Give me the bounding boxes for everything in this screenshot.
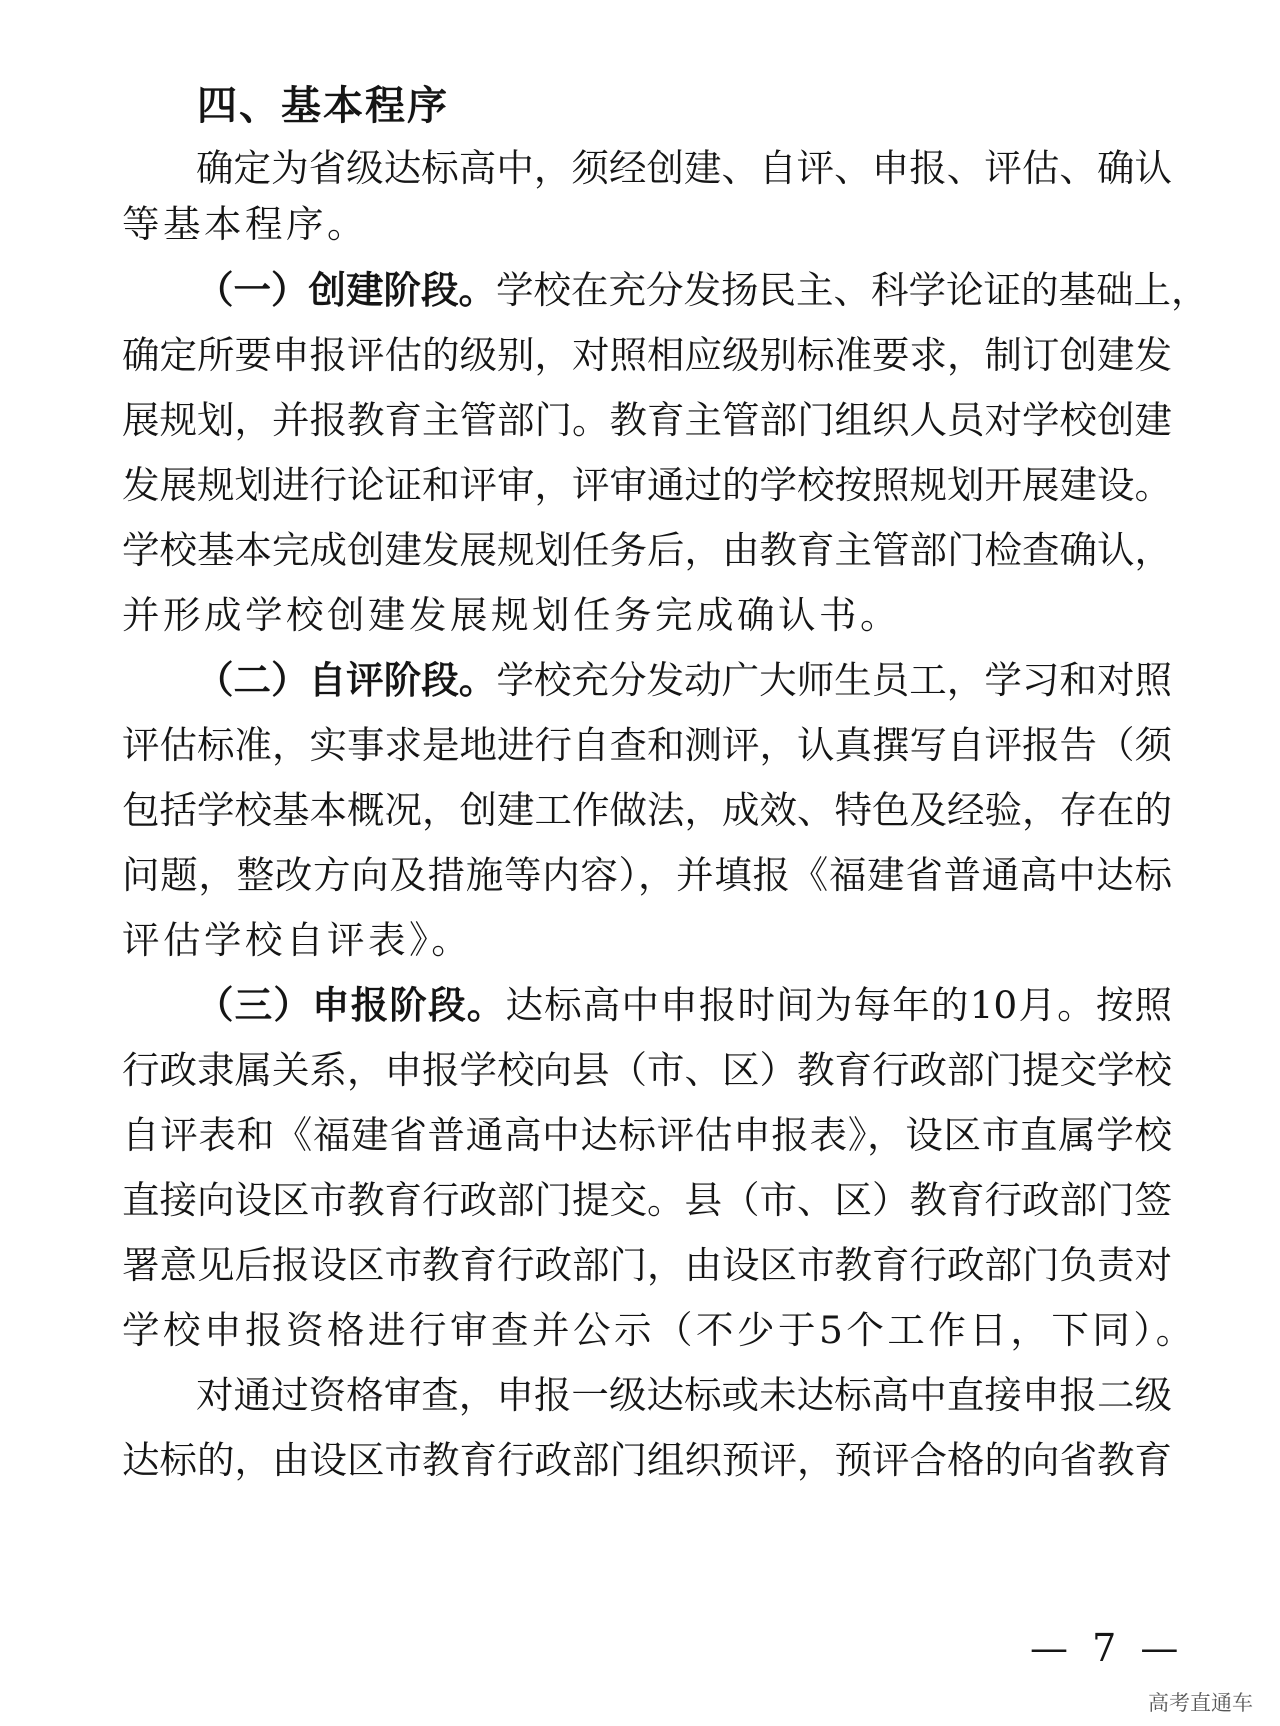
section3-line-1 <box>196 977 1172 1033</box>
section4-line-2: 达标的，由设区市教育行政部门组织预评，预评合格的向省教育 <box>122 1438 1172 1482</box>
section1-line-2: 确定所要申报评估的级别，对照相应级别标准要求，制订创建发 <box>122 333 1172 377</box>
section2-line-2: 评估标准，实事求是地进行自查和测评，认真撰写自评报告（须 <box>122 723 1172 767</box>
section1-line-1 <box>196 262 1209 318</box>
section4-line-1: 对通过资格审查，申报一级达标或未达标高中直接申报二级 <box>196 1373 1172 1417</box>
section2-line-3: 包括学校基本概况，创建工作做法，成效、特色及经验，存在的 <box>122 788 1172 832</box>
intro-line-1: 确定为省级达标高中，须经创建、自评、申报、评估、确认 <box>196 146 1172 190</box>
section2-head: （二）自评阶段。 <box>196 658 497 702</box>
section1-line-3: 展规划，并报教育主管部门。教育主管部门组织人员对学校创建 <box>122 398 1172 442</box>
section3-line-4: 直接向设区市教育行政部门提交。县（市、区）教育行政部门签 <box>122 1178 1172 1222</box>
section1-head: （一）创建阶段。 <box>196 268 496 312</box>
section2-line-1-text: 学校充分发动广大师生员工，学习和对照 <box>496 658 1173 702</box>
page-number: — 7 — <box>1030 1626 1185 1670</box>
section3-line-6: 学校申报资格进行审查并公示（不少于5个工作日，下同）。 <box>122 1308 1197 1352</box>
section1-line-4: 发展规划进行论证和评审，评审通过的学校按照规划开展建设。 <box>122 463 1172 507</box>
watermark-text: 高考直通车 <box>1148 1691 1253 1715</box>
section3-line-1-text: 达标高中申报时间为每年的10月。按照 <box>505 983 1173 1027</box>
section2-line-1 <box>196 652 1172 708</box>
section2-line-4: 问题，整改方向及措施等内容），并填报《福建省普通高中达标 <box>122 853 1172 897</box>
section3-head: （三）申报阶段。 <box>196 983 506 1027</box>
section3-line-5: 署意见后报设区市教育行政部门，由设区市教育行政部门负责对 <box>122 1243 1172 1287</box>
section1-line-6: 并形成学校创建发展规划任务完成确认书。 <box>122 593 901 637</box>
section-heading: 四、基本程序 <box>197 83 449 129</box>
section2-line-5: 评估学校自评表》。 <box>122 918 473 962</box>
section3-line-3: 自评表和《福建省普通高中达标评估申报表》，设区市直属学校 <box>122 1113 1172 1157</box>
section1-line-1-text: 学校在充分发扬民主、科学论证的基础上， <box>496 268 1209 312</box>
intro-line-2: 等基本程序。 <box>122 202 368 246</box>
section3-line-2: 行政隶属关系，申报学校向县（市、区）教育行政部门提交学校 <box>122 1048 1172 1092</box>
section1-line-5: 学校基本完成创建发展规划任务后，由教育主管部门检查确认， <box>122 528 1172 572</box>
